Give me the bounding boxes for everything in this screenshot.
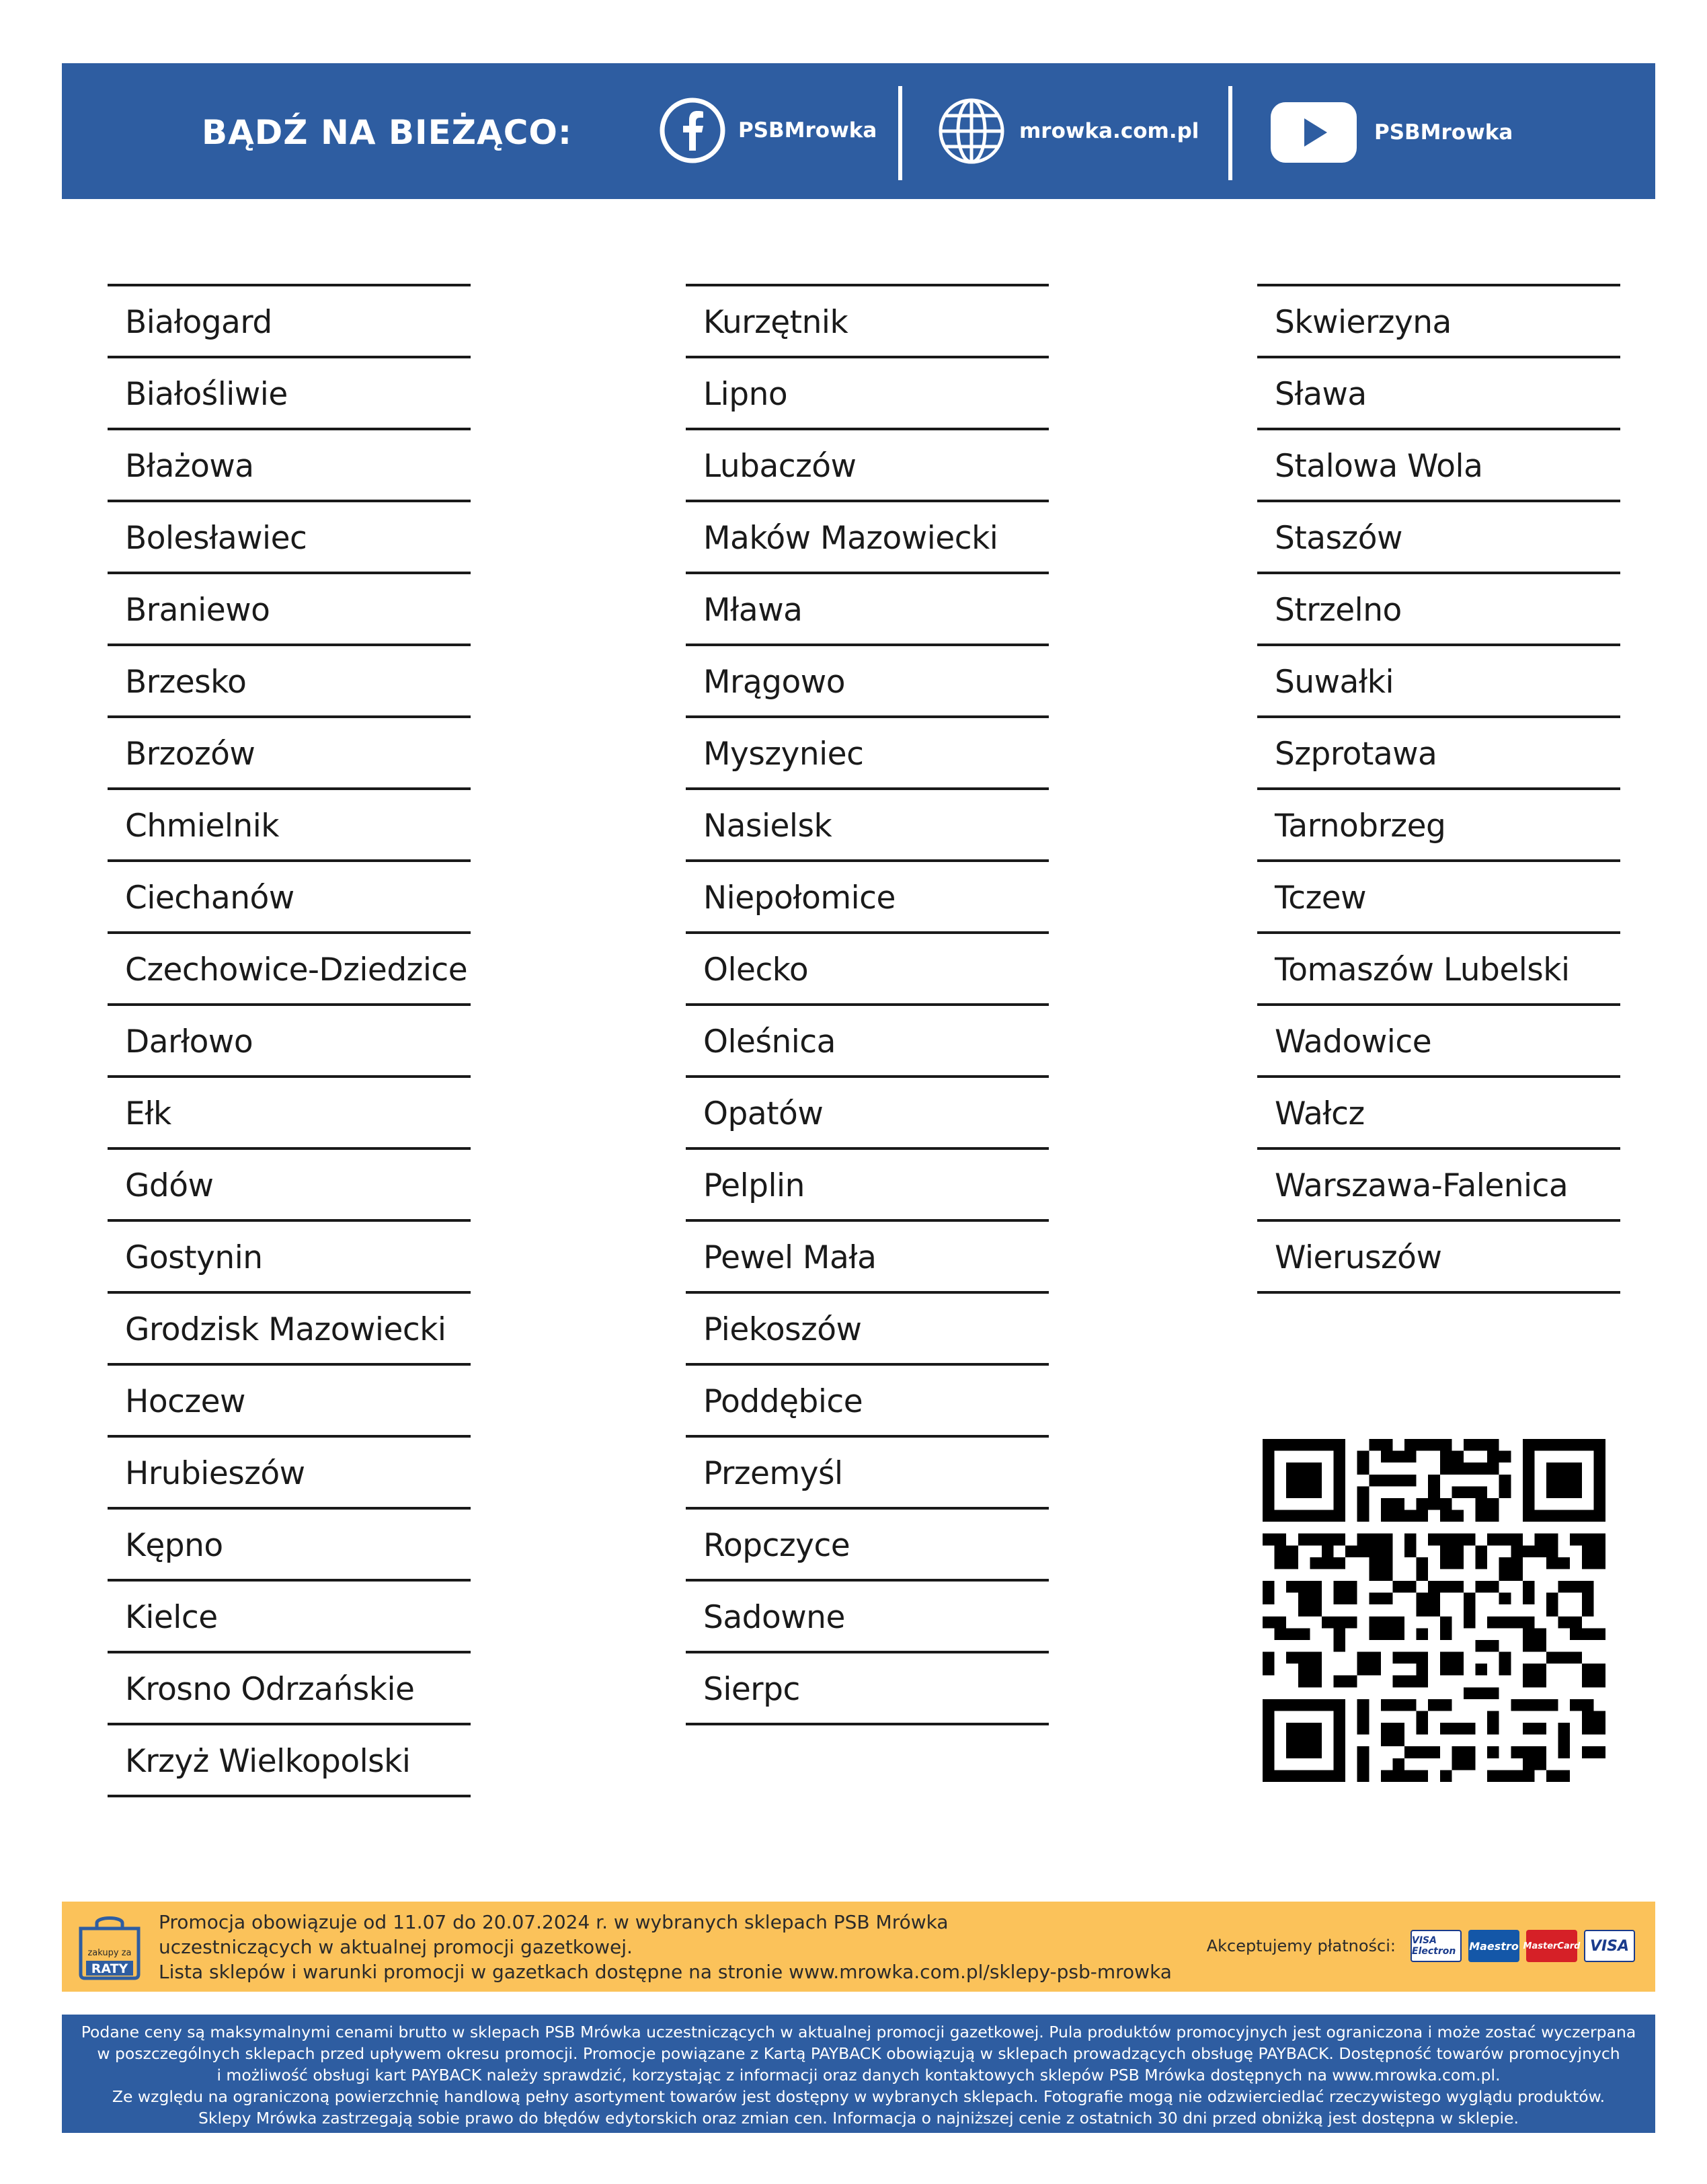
city-name: Nasielsk xyxy=(703,808,832,845)
city-list-item xyxy=(686,787,1049,859)
visa-electron-icon xyxy=(1411,1930,1462,1962)
city-list-item xyxy=(686,428,1049,500)
city-list-item xyxy=(1257,1003,1620,1075)
promo-line-2: uczestniczących w aktualnej promocji gazetkowej. xyxy=(159,1936,633,1958)
city-name: Hoczew xyxy=(125,1383,245,1420)
city-list-item xyxy=(686,572,1049,644)
city-list-item xyxy=(686,500,1049,572)
city-list-item xyxy=(108,1003,471,1075)
city-name: Przemyśl xyxy=(703,1455,843,1492)
city-list-item xyxy=(108,931,471,1003)
city-name: Oleśnica xyxy=(703,1023,836,1060)
city-name: Gostynin xyxy=(125,1239,263,1276)
city-name: Białogard xyxy=(125,304,272,341)
city-name: Błażowa xyxy=(125,448,254,485)
city-list-item xyxy=(686,1579,1049,1651)
banner-divider xyxy=(898,86,902,180)
city-name: Myszyniec xyxy=(703,736,864,773)
city-name: Gdów xyxy=(125,1167,214,1204)
website-link[interactable] xyxy=(936,95,1199,167)
city-list-item xyxy=(1257,284,1620,356)
city-list-item xyxy=(108,1651,471,1723)
youtube-link[interactable] xyxy=(1271,102,1513,163)
city-column-2 xyxy=(686,284,1049,1725)
city-name: Hrubieszów xyxy=(125,1455,305,1492)
website-label: mrowka.com.pl xyxy=(1019,119,1199,143)
city-name: Bolesławiec xyxy=(125,520,307,557)
city-name: Stalowa Wola xyxy=(1275,448,1483,485)
city-name: Kępno xyxy=(125,1527,223,1564)
city-name: Braniewo xyxy=(125,592,270,629)
city-list-item xyxy=(108,644,471,715)
city-list-item xyxy=(108,1147,471,1219)
city-list-item xyxy=(108,428,471,500)
city-list-item xyxy=(108,1435,471,1507)
city-name: Pelplin xyxy=(703,1167,805,1204)
city-name: Lubaczów xyxy=(703,448,857,485)
facebook-link[interactable] xyxy=(659,97,877,164)
city-list-item xyxy=(686,1507,1049,1579)
city-list-item xyxy=(686,1003,1049,1075)
city-name: Kurzętnik xyxy=(703,304,848,341)
installments-icon-label-top: zakupy za xyxy=(87,1948,132,1958)
mastercard-label: MasterCard xyxy=(1523,1941,1581,1951)
city-name: Tczew xyxy=(1275,880,1367,916)
city-name: Czechowice-Dziedzice xyxy=(125,951,468,988)
globe-icon xyxy=(936,95,1007,167)
city-name: Lipno xyxy=(703,376,788,413)
city-name: Szprotawa xyxy=(1275,736,1437,773)
promo-text xyxy=(159,1910,1172,1984)
city-name: Darłowo xyxy=(125,1023,253,1060)
city-name: Ełk xyxy=(125,1095,171,1132)
qr-code[interactable] xyxy=(1263,1439,1605,1782)
city-name: Strzelno xyxy=(1275,592,1402,629)
city-name: Wieruszów xyxy=(1275,1239,1442,1276)
city-name: Krosno Odrzańskie xyxy=(125,1671,415,1708)
footer-line-5: Sklepy Mrówka zastrzegają sobie prawo do błędów edytorskich oraz zmian cen. Informacja o najniższej cenie z ostatnich 30 dni przed obniżką jest dostępna w sklepie. xyxy=(198,2109,1519,2128)
city-name: Suwałki xyxy=(1275,664,1394,701)
city-name: Poddębice xyxy=(703,1383,863,1420)
city-list-item xyxy=(108,715,471,787)
city-name: Niepołomice xyxy=(703,880,896,916)
facebook-label: PSBMrowka xyxy=(738,118,877,143)
legal-footer xyxy=(62,2015,1655,2133)
city-list-item xyxy=(686,1219,1049,1291)
promo-bar xyxy=(62,1902,1655,1992)
city-name: Wałcz xyxy=(1275,1095,1365,1132)
maestro-icon xyxy=(1468,1930,1519,1962)
city-name: Opatów xyxy=(703,1095,824,1132)
city-list-item xyxy=(108,1291,471,1363)
promo-line-3: Lista sklepów i warunki promocji w gazetkach dostępne na stronie www.mrowka.com.pl/sklepy-psb-mrowka xyxy=(159,1961,1172,1983)
city-name: Wadowice xyxy=(1275,1023,1432,1060)
city-name: Sława xyxy=(1275,376,1367,413)
installments-icon xyxy=(74,1911,145,1982)
city-list-item xyxy=(1257,1147,1620,1219)
city-list-item xyxy=(108,1075,471,1147)
city-name: Kielce xyxy=(125,1599,218,1636)
visa-icon xyxy=(1584,1930,1635,1962)
city-name: Skwierzyna xyxy=(1275,304,1452,341)
city-list-item xyxy=(686,1291,1049,1363)
city-list-item xyxy=(1257,1075,1620,1147)
city-list-item xyxy=(1257,715,1620,787)
city-list-item xyxy=(108,1507,471,1579)
banner-title: BĄDŹ NA BIEŻĄCO: xyxy=(202,113,572,152)
city-name: Brzozów xyxy=(125,736,255,773)
city-list-item xyxy=(108,787,471,859)
footer-line-2: w poszczególnych sklepach przed upływem okresu promocji. Promocje powiązane z Kartą PAYBACK obowiązują w sklepach prowadzących obsługę PAYBACK. Dostępność towarów promocyjnych xyxy=(97,2044,1620,2063)
city-list-item xyxy=(1257,1219,1620,1294)
city-name: Piekoszów xyxy=(703,1311,862,1348)
city-name: Ciechanów xyxy=(125,880,294,916)
city-name: Pewel Mała xyxy=(703,1239,877,1276)
installments-icon-label-bottom: RATY xyxy=(91,1961,128,1976)
city-list-item xyxy=(1257,572,1620,644)
visa-electron-label: VISA Electron xyxy=(1412,1935,1456,1957)
city-list-item xyxy=(686,1435,1049,1507)
city-list-item xyxy=(108,1579,471,1651)
city-name: Staszów xyxy=(1275,520,1402,557)
city-list-item xyxy=(108,284,471,356)
city-list-item xyxy=(686,1363,1049,1435)
mastercard-icon xyxy=(1523,1930,1581,1962)
city-name: Krzyż Wielkopolski xyxy=(125,1743,411,1780)
city-name: Tomaszów Lubelski xyxy=(1275,951,1570,988)
payments-label: Akceptujemy płatności: xyxy=(1206,1937,1396,1955)
city-column-3 xyxy=(1257,284,1620,1294)
city-list-item xyxy=(686,1651,1049,1725)
youtube-label: PSBMrowka xyxy=(1374,120,1513,145)
city-name: Olecko xyxy=(703,951,809,988)
city-list-item xyxy=(1257,356,1620,428)
city-name: Sadowne xyxy=(703,1599,845,1636)
city-list-item xyxy=(108,500,471,572)
city-list-item xyxy=(108,356,471,428)
city-name: Maków Mazowiecki xyxy=(703,520,998,557)
city-list-item xyxy=(1257,859,1620,931)
city-list-item xyxy=(686,715,1049,787)
city-list-item xyxy=(108,859,471,931)
footer-line-3: i możliwość obsługi kart PAYBACK należy sprawdzić, korzystając z informacji oraz danych kontaktowych sklepów PSB Mrówka dostępnych na www.mrowka.com.pl. xyxy=(216,2066,1501,2084)
header-banner xyxy=(62,63,1655,199)
city-list-item xyxy=(686,644,1049,715)
city-list-item xyxy=(108,1219,471,1291)
youtube-icon xyxy=(1271,102,1357,163)
city-list-item xyxy=(686,859,1049,931)
city-name: Grodzisk Mazowiecki xyxy=(125,1311,446,1348)
city-list-item xyxy=(108,572,471,644)
promo-line-1: Promocja obowiązuje od 11.07 do 20.07.2024 r. w wybranych sklepach PSB Mrówka xyxy=(159,1911,949,1933)
city-column-1 xyxy=(108,284,471,1797)
city-list-item xyxy=(108,1363,471,1435)
city-list-item xyxy=(686,931,1049,1003)
city-name: Mrągowo xyxy=(703,664,845,701)
banner-divider xyxy=(1228,86,1232,180)
city-list-item xyxy=(108,1723,471,1797)
city-list-item xyxy=(686,284,1049,356)
city-name: Chmielnik xyxy=(125,808,279,845)
city-name: Mława xyxy=(703,592,803,629)
footer-line-4: Ze względu na ograniczoną powierzchnię handlową pełny asortyment towarów jest dostępny w wybranych sklepach. Fotografie mogą nie odzwierciedlać rzeczywistego wyglądu produktów. xyxy=(112,2087,1605,2106)
maestro-label: Maestro xyxy=(1469,1939,1519,1953)
payment-methods xyxy=(1207,1930,1635,1962)
city-name: Białośliwie xyxy=(125,376,288,413)
footer-line-1: Podane ceny są maksymalnymi cenami brutto w sklepach PSB Mrówka uczestniczących w aktualnej promocji gazetkowej. Pula produktów promocyjnych jest ograniczona i może zostać wyczerpana xyxy=(81,2023,1636,2041)
city-list-item xyxy=(1257,931,1620,1003)
city-list-item xyxy=(1257,428,1620,500)
city-list-item xyxy=(686,1075,1049,1147)
city-name: Ropczyce xyxy=(703,1527,850,1564)
city-list-item xyxy=(686,1147,1049,1219)
facebook-icon xyxy=(659,97,726,164)
visa-label: VISA xyxy=(1589,1937,1630,1955)
city-name: Warszawa-Falenica xyxy=(1275,1167,1569,1204)
city-name: Tarnobrzeg xyxy=(1275,808,1446,845)
city-list-item xyxy=(1257,500,1620,572)
city-name: Brzesko xyxy=(125,664,247,701)
city-name: Sierpc xyxy=(703,1671,800,1708)
city-list-item xyxy=(686,356,1049,428)
city-list-item xyxy=(1257,787,1620,859)
city-list-item xyxy=(1257,644,1620,715)
